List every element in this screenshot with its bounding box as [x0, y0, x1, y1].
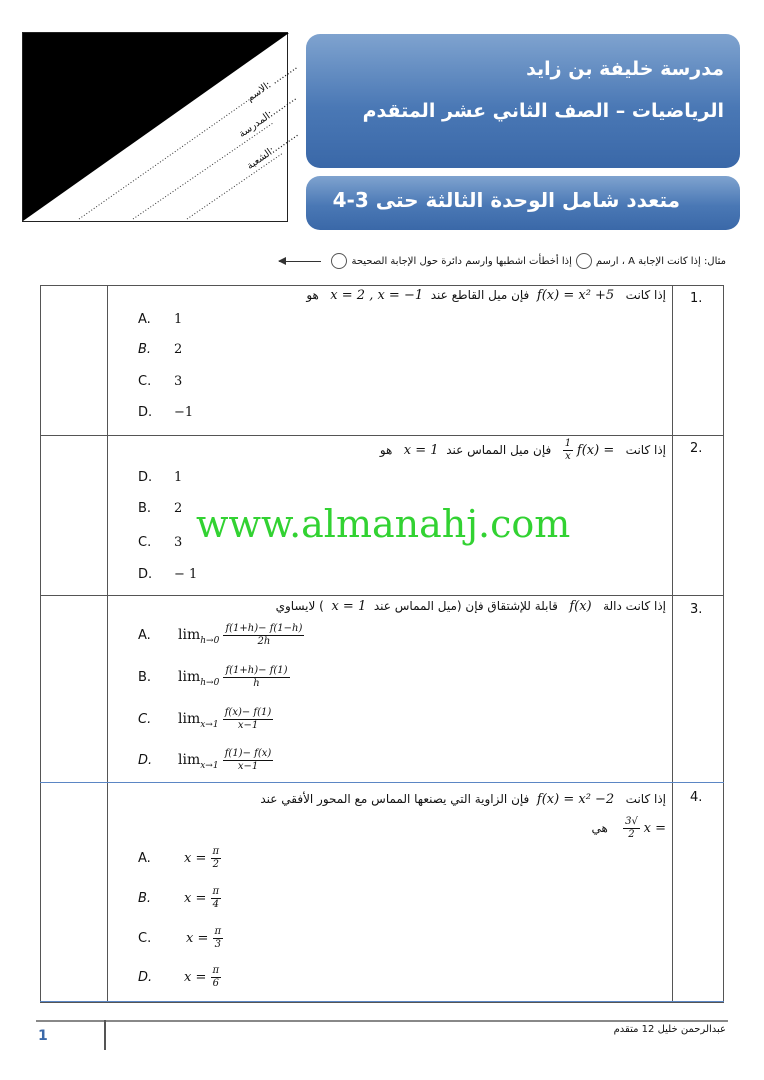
question-intro: إذا كانت دالة [603, 599, 666, 613]
fraction-numerator: √3 [625, 816, 638, 827]
option-c[interactable] [138, 535, 182, 550]
lim-text: lim [178, 669, 201, 685]
option-value: 2 [174, 501, 183, 516]
option-letter: B. [138, 891, 152, 906]
section-label: الشعبة:......... [245, 128, 301, 173]
option-letter: D. [138, 405, 153, 420]
option-letter: C. [138, 931, 152, 946]
option-a[interactable] [138, 470, 182, 485]
option-lhs: x = [186, 931, 209, 946]
fraction [211, 886, 222, 911]
option-letter: C. [138, 374, 152, 389]
fraction [211, 846, 222, 871]
option-letter: D. [138, 753, 153, 768]
question-tail: هو [379, 443, 393, 457]
exam-title-banner [306, 176, 740, 230]
option-value: 1 [174, 470, 183, 485]
watermark: www.almanahj.com [196, 502, 571, 546]
question-tail: ) لايساوي [275, 599, 324, 613]
question-number: .1 [690, 291, 703, 306]
fraction-numerator: π [212, 886, 220, 897]
option-letter: D. [138, 470, 153, 485]
question-intro: إذا كانت [625, 792, 666, 806]
option-letter: C. [138, 535, 152, 550]
fraction-numerator: f(1+h)− f(1) [225, 665, 288, 676]
lim-subscript: x→1 [200, 719, 219, 730]
row-divider [40, 1001, 724, 1002]
lim-text: lim [178, 711, 201, 727]
row-divider [40, 782, 724, 783]
question-number: .4 [690, 790, 703, 805]
option-letter: D. [138, 567, 153, 582]
limit-expr [178, 752, 219, 771]
fraction [623, 816, 640, 841]
option-d[interactable] [138, 965, 221, 990]
option-letter: B. [138, 501, 152, 516]
question-tail: هو [306, 288, 319, 302]
footer-divider [36, 1020, 728, 1022]
option-letter: C. [138, 712, 152, 727]
question-body: فإن الزاوية التي يصنعها المماس مع المحور الأفقي عند [260, 792, 530, 806]
option-lhs: x = [184, 970, 207, 985]
question-intro: إذا كانت [625, 443, 666, 457]
question-number: .3 [690, 602, 703, 617]
option-b[interactable] [138, 665, 290, 690]
question-function: f(x) = x² +5 [536, 288, 615, 303]
question-function: f(x) = [576, 443, 615, 458]
fraction-numerator: f(1+h)− f(1−h) [225, 623, 303, 634]
fraction [223, 707, 274, 732]
option-a[interactable] [138, 623, 304, 648]
option-value: 3 [174, 535, 183, 550]
fraction-numerator: 1 [564, 438, 572, 449]
option-c[interactable] [138, 374, 182, 389]
column-divider [107, 285, 108, 1003]
option-letter: A. [138, 312, 151, 327]
fraction-numerator: π [212, 846, 220, 857]
row-divider [40, 595, 724, 596]
fraction-denominator: h [253, 678, 260, 689]
question-points: x = 1 [403, 443, 439, 458]
limit-expr [178, 669, 220, 688]
fraction-denominator: x−1 [237, 761, 259, 772]
question-body: قابلة للإشتقاق فإن (ميل المماس عند [373, 599, 558, 613]
option-a[interactable] [138, 312, 182, 327]
limit-expr [178, 627, 220, 646]
fraction-numerator: f(x)− f(1) [224, 707, 272, 718]
option-letter: D. [138, 970, 153, 985]
option-lhs: x = [184, 851, 207, 866]
option-c[interactable] [138, 707, 273, 732]
option-b[interactable] [138, 886, 221, 911]
fraction-denominator: 2h [257, 636, 271, 647]
option-letter: A. [138, 628, 151, 643]
option-b[interactable] [138, 501, 182, 516]
fraction-numerator: f(1)− f(x) [224, 748, 272, 759]
fraction-denominator: 6 [212, 978, 219, 989]
question-points: x = 1 [331, 599, 367, 614]
school-label: المدرسة:......... [237, 92, 299, 141]
circle-icon [331, 253, 347, 269]
school-name: مدرسة خليفة بن زايد [526, 58, 724, 80]
circle-icon [576, 253, 592, 269]
column-divider [672, 285, 673, 1003]
fraction-denominator: 2 [628, 829, 635, 840]
limit-expr [178, 711, 219, 730]
option-d[interactable] [138, 567, 197, 582]
option-letter: B. [138, 670, 152, 685]
page-number: 1 [38, 1028, 48, 1044]
student-info-box [22, 32, 301, 222]
option-b[interactable] [138, 342, 182, 357]
fraction-denominator: x−1 [237, 720, 259, 731]
arrow-left-icon [279, 261, 321, 262]
fraction-denominator: x [565, 451, 571, 462]
question-text-line2 [591, 816, 666, 841]
footer-bar [104, 1020, 106, 1050]
fraction [563, 438, 573, 463]
lim-text: lim [178, 627, 201, 643]
question-text [306, 288, 666, 303]
fraction-denominator: 4 [212, 899, 219, 910]
question-text [380, 438, 666, 463]
lim-subscript: x→1 [200, 760, 219, 771]
question-body: فإن ميل المماس عند [446, 443, 552, 457]
footer-author: عبدالرحمن خليل 12 متقدم [613, 1024, 726, 1035]
question-text [276, 599, 666, 614]
option-value: 2 [174, 342, 183, 357]
question-function: f(x) [569, 599, 592, 614]
fraction-denominator: 2 [212, 859, 219, 870]
question-points: x = [643, 821, 666, 836]
question-body: فإن ميل القاطع عند [430, 288, 530, 302]
option-c[interactable] [138, 926, 223, 951]
row-divider [40, 435, 724, 436]
option-a[interactable] [138, 846, 221, 871]
fraction [223, 748, 274, 773]
question-intro: إذا كانت [625, 288, 666, 302]
question-number: .2 [690, 441, 703, 456]
question-text [260, 792, 666, 807]
fraction-numerator: π [212, 965, 220, 976]
question-tail: هي [591, 821, 608, 835]
instruction-text-2: إذا أخطأت اشطبها وارسم دائرة حول الإجابة الصحيحة [351, 255, 572, 267]
lim-text: lim [178, 752, 201, 768]
fraction [223, 623, 304, 648]
lim-subscript: h→0 [200, 677, 220, 688]
option-value: −1 [174, 405, 194, 420]
exam-title: متعدد شامل الوحدة الثالثة حتى 3-4 [332, 188, 680, 212]
option-value: 3 [174, 374, 183, 389]
option-d[interactable] [138, 748, 273, 773]
fraction [211, 965, 222, 990]
fraction [213, 926, 224, 951]
question-points: x = 2 , x = −1 [330, 288, 424, 303]
option-value: − 1 [174, 567, 198, 582]
option-value: 1 [174, 312, 183, 327]
instruction-line [279, 253, 726, 269]
header-banner [306, 34, 740, 168]
fraction-denominator: 3 [214, 939, 221, 950]
question-function: f(x) = x² −2 [536, 792, 615, 807]
option-letter: B. [138, 342, 152, 357]
subject-title: الرياضيات – الصف الثاني عشر المتقدم [362, 100, 724, 122]
fraction [223, 665, 289, 690]
instruction-text-1: مثال: إذا كانت الإجابة A ، ارسم [595, 255, 726, 267]
option-d[interactable] [138, 405, 193, 420]
option-letter: A. [138, 851, 151, 866]
name-label: الاسم: ......... [245, 61, 300, 105]
option-lhs: x = [184, 891, 207, 906]
lim-subscript: h→0 [200, 635, 220, 646]
fraction-numerator: π [214, 926, 222, 937]
